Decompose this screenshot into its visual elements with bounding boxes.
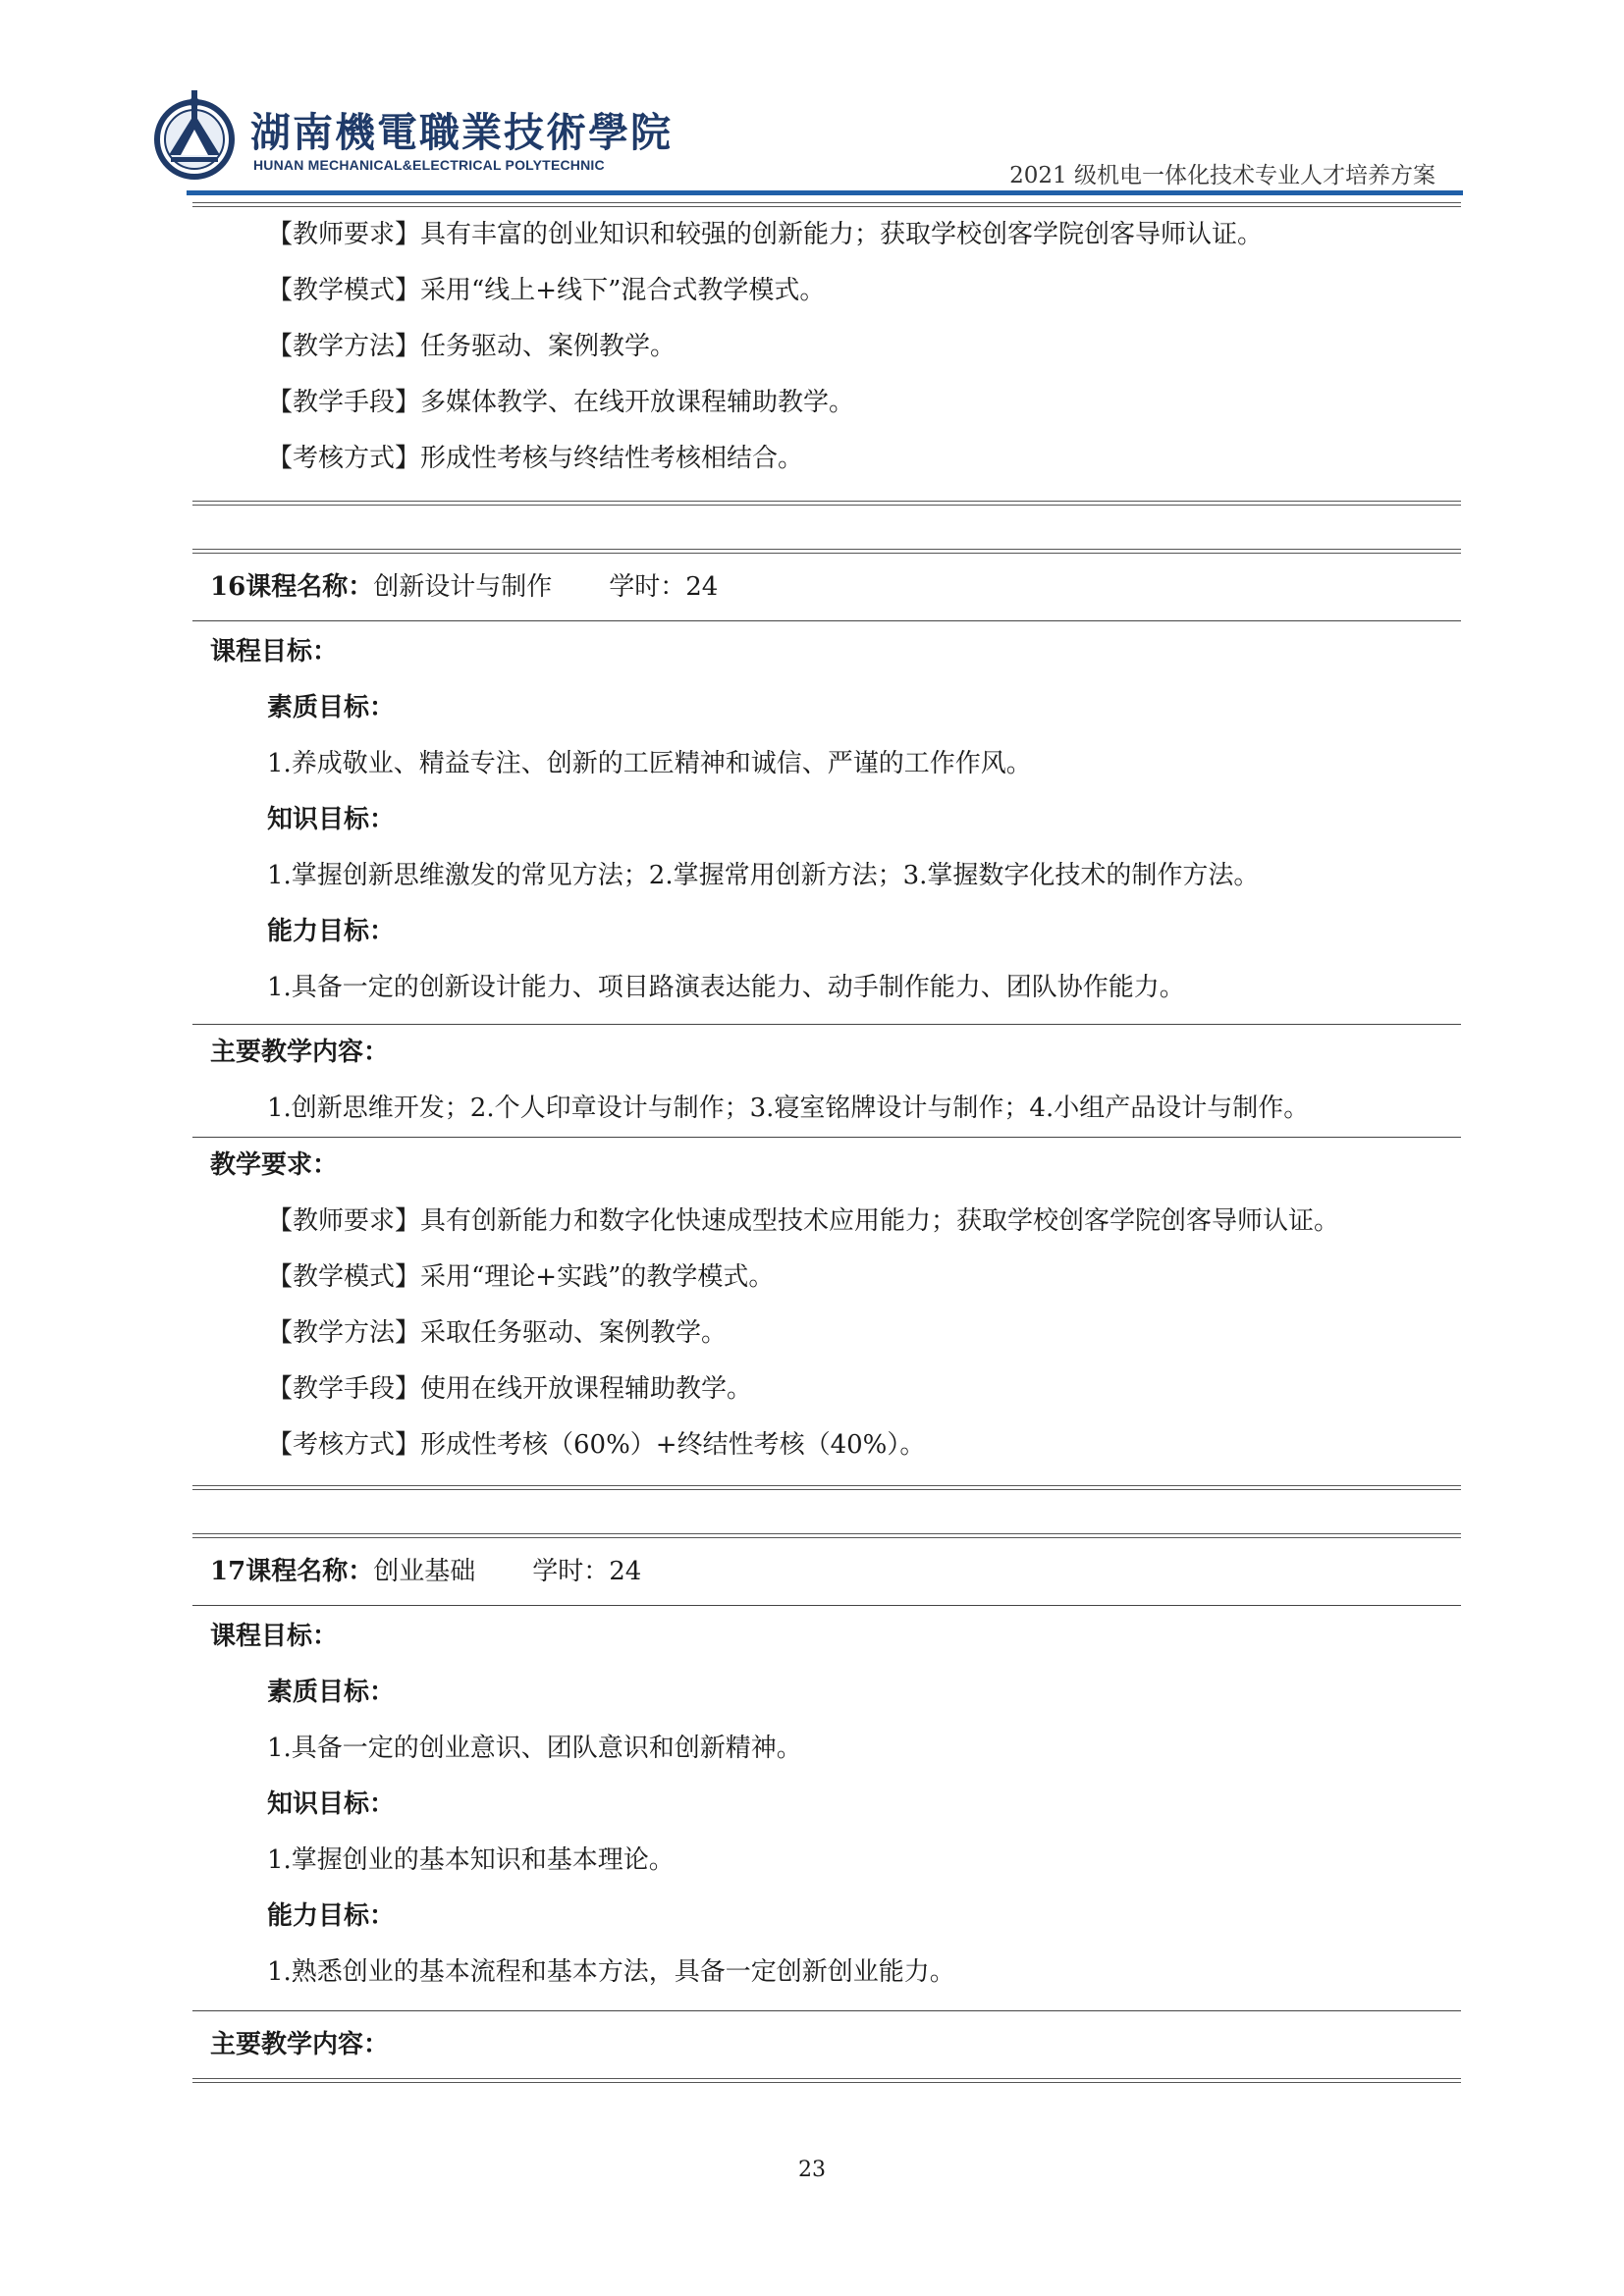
quality-goals-heading: 素质目标： (267, 1678, 396, 1707)
header-rule (187, 190, 1463, 195)
knowledge-goals-text: 1.掌握创新思维激发的常见方法；2.掌握常用创新方法；3.掌握数字化技术的制作方法。 (267, 861, 1260, 890)
double-rule (192, 2078, 1461, 2083)
main-content-heading: 主要教学内容： (210, 1038, 390, 1067)
requirement-line: 【教师要求】具有创新能力和数字化快速成型技术应用能力；获取学校创客学院创客导师认证。 (267, 1206, 1340, 1236)
quality-goals-text: 1.具备一定的创业意识、团队意识和创新精神。 (267, 1734, 802, 1763)
course-name: 创新设计与制作 (373, 572, 553, 602)
requirement-line: 【考核方式】形成性考核与终结性考核相结合。 (267, 444, 804, 473)
quality-goals-heading: 素质目标： (267, 693, 396, 722)
knowledge-goals-heading: 知识目标： (267, 1789, 396, 1819)
requirement-line: 【教学模式】采用“理论+实践”的教学模式。 (267, 1262, 775, 1292)
requirement-line: 【教学模式】采用“线上+线下”混合式教学模式。 (267, 276, 826, 305)
requirement-line: 【教学手段】使用在线开放课程辅助教学。 (267, 1374, 753, 1404)
logo-chinese-name: 湖南機電職業技術學院 (250, 109, 673, 156)
ability-goals-text: 1.具备一定的创新设计能力、项目路演表达能力、动手制作能力、团队协作能力。 (267, 973, 1185, 1002)
course-name-label: 课程名称： (245, 572, 374, 602)
course-goals-heading: 课程目标： (210, 1622, 339, 1651)
knowledge-goals-text: 1.掌握创业的基本知识和基本理论。 (267, 1845, 675, 1875)
logo-english-name: HUNAN MECHANICAL&ELECTRICAL POLYTECHNIC (253, 157, 605, 173)
course-hours: 24 (609, 1557, 642, 1586)
knowledge-goals-heading: 知识目标： (267, 805, 396, 834)
course-hours: 24 (685, 572, 719, 602)
requirement-line: 【教学方法】任务驱动、案例教学。 (267, 332, 677, 361)
quality-goals-text: 1.养成敬业、精益专注、创新的工匠精神和诚信、严谨的工作作风。 (267, 749, 1032, 778)
course-goals-heading: 课程目标： (210, 637, 339, 667)
hours-label: 学时： (532, 1557, 610, 1586)
requirement-line: 【考核方式】形成性考核（60%）+终结性考核（40%）。 (267, 1430, 926, 1460)
requirement-line: 【教师要求】具有丰富的创业知识和较强的创新能力；获取学校创客学院创客导师认证。 (267, 220, 1264, 249)
course-name: 创业基础 (373, 1557, 476, 1586)
course-name-label: 课程名称： (245, 1557, 374, 1586)
course-table (192, 202, 1461, 2083)
requirement-line: 【教学方法】采取任务驱动、案例教学。 (267, 1318, 728, 1348)
page-number: 23 (798, 2158, 826, 2182)
requirement-line: 【教学手段】多媒体教学、在线开放课程辅助教学。 (267, 388, 855, 417)
ability-goals-text: 1.熟悉创业的基本流程和基本方法，具备一定创新创业能力。 (267, 1957, 955, 1987)
prev-course-requirements (192, 207, 1461, 487)
ability-goals-heading: 能力目标： (267, 1901, 396, 1931)
document-title: 2021 级机电一体化技术专业人才培养方案 (1009, 163, 1435, 188)
teaching-requirements-heading: 教学要求： (210, 1150, 339, 1180)
college-emblem-icon (147, 86, 245, 185)
ability-goals-heading: 能力目标： (267, 917, 396, 946)
course-number: 16 (210, 572, 246, 602)
course-number: 17 (210, 1557, 246, 1586)
main-content-heading: 主要教学内容： (210, 2030, 390, 2059)
hours-label: 学时： (609, 572, 686, 602)
main-content-text: 1.创新思维开发；2.个人印章设计与制作；3.寝室铭牌设计与制作；4.小组产品设计与制作。 (267, 1094, 1310, 1123)
course-16-title (192, 554, 1461, 620)
course-17-title (192, 1538, 1461, 1605)
college-logo (147, 86, 673, 185)
